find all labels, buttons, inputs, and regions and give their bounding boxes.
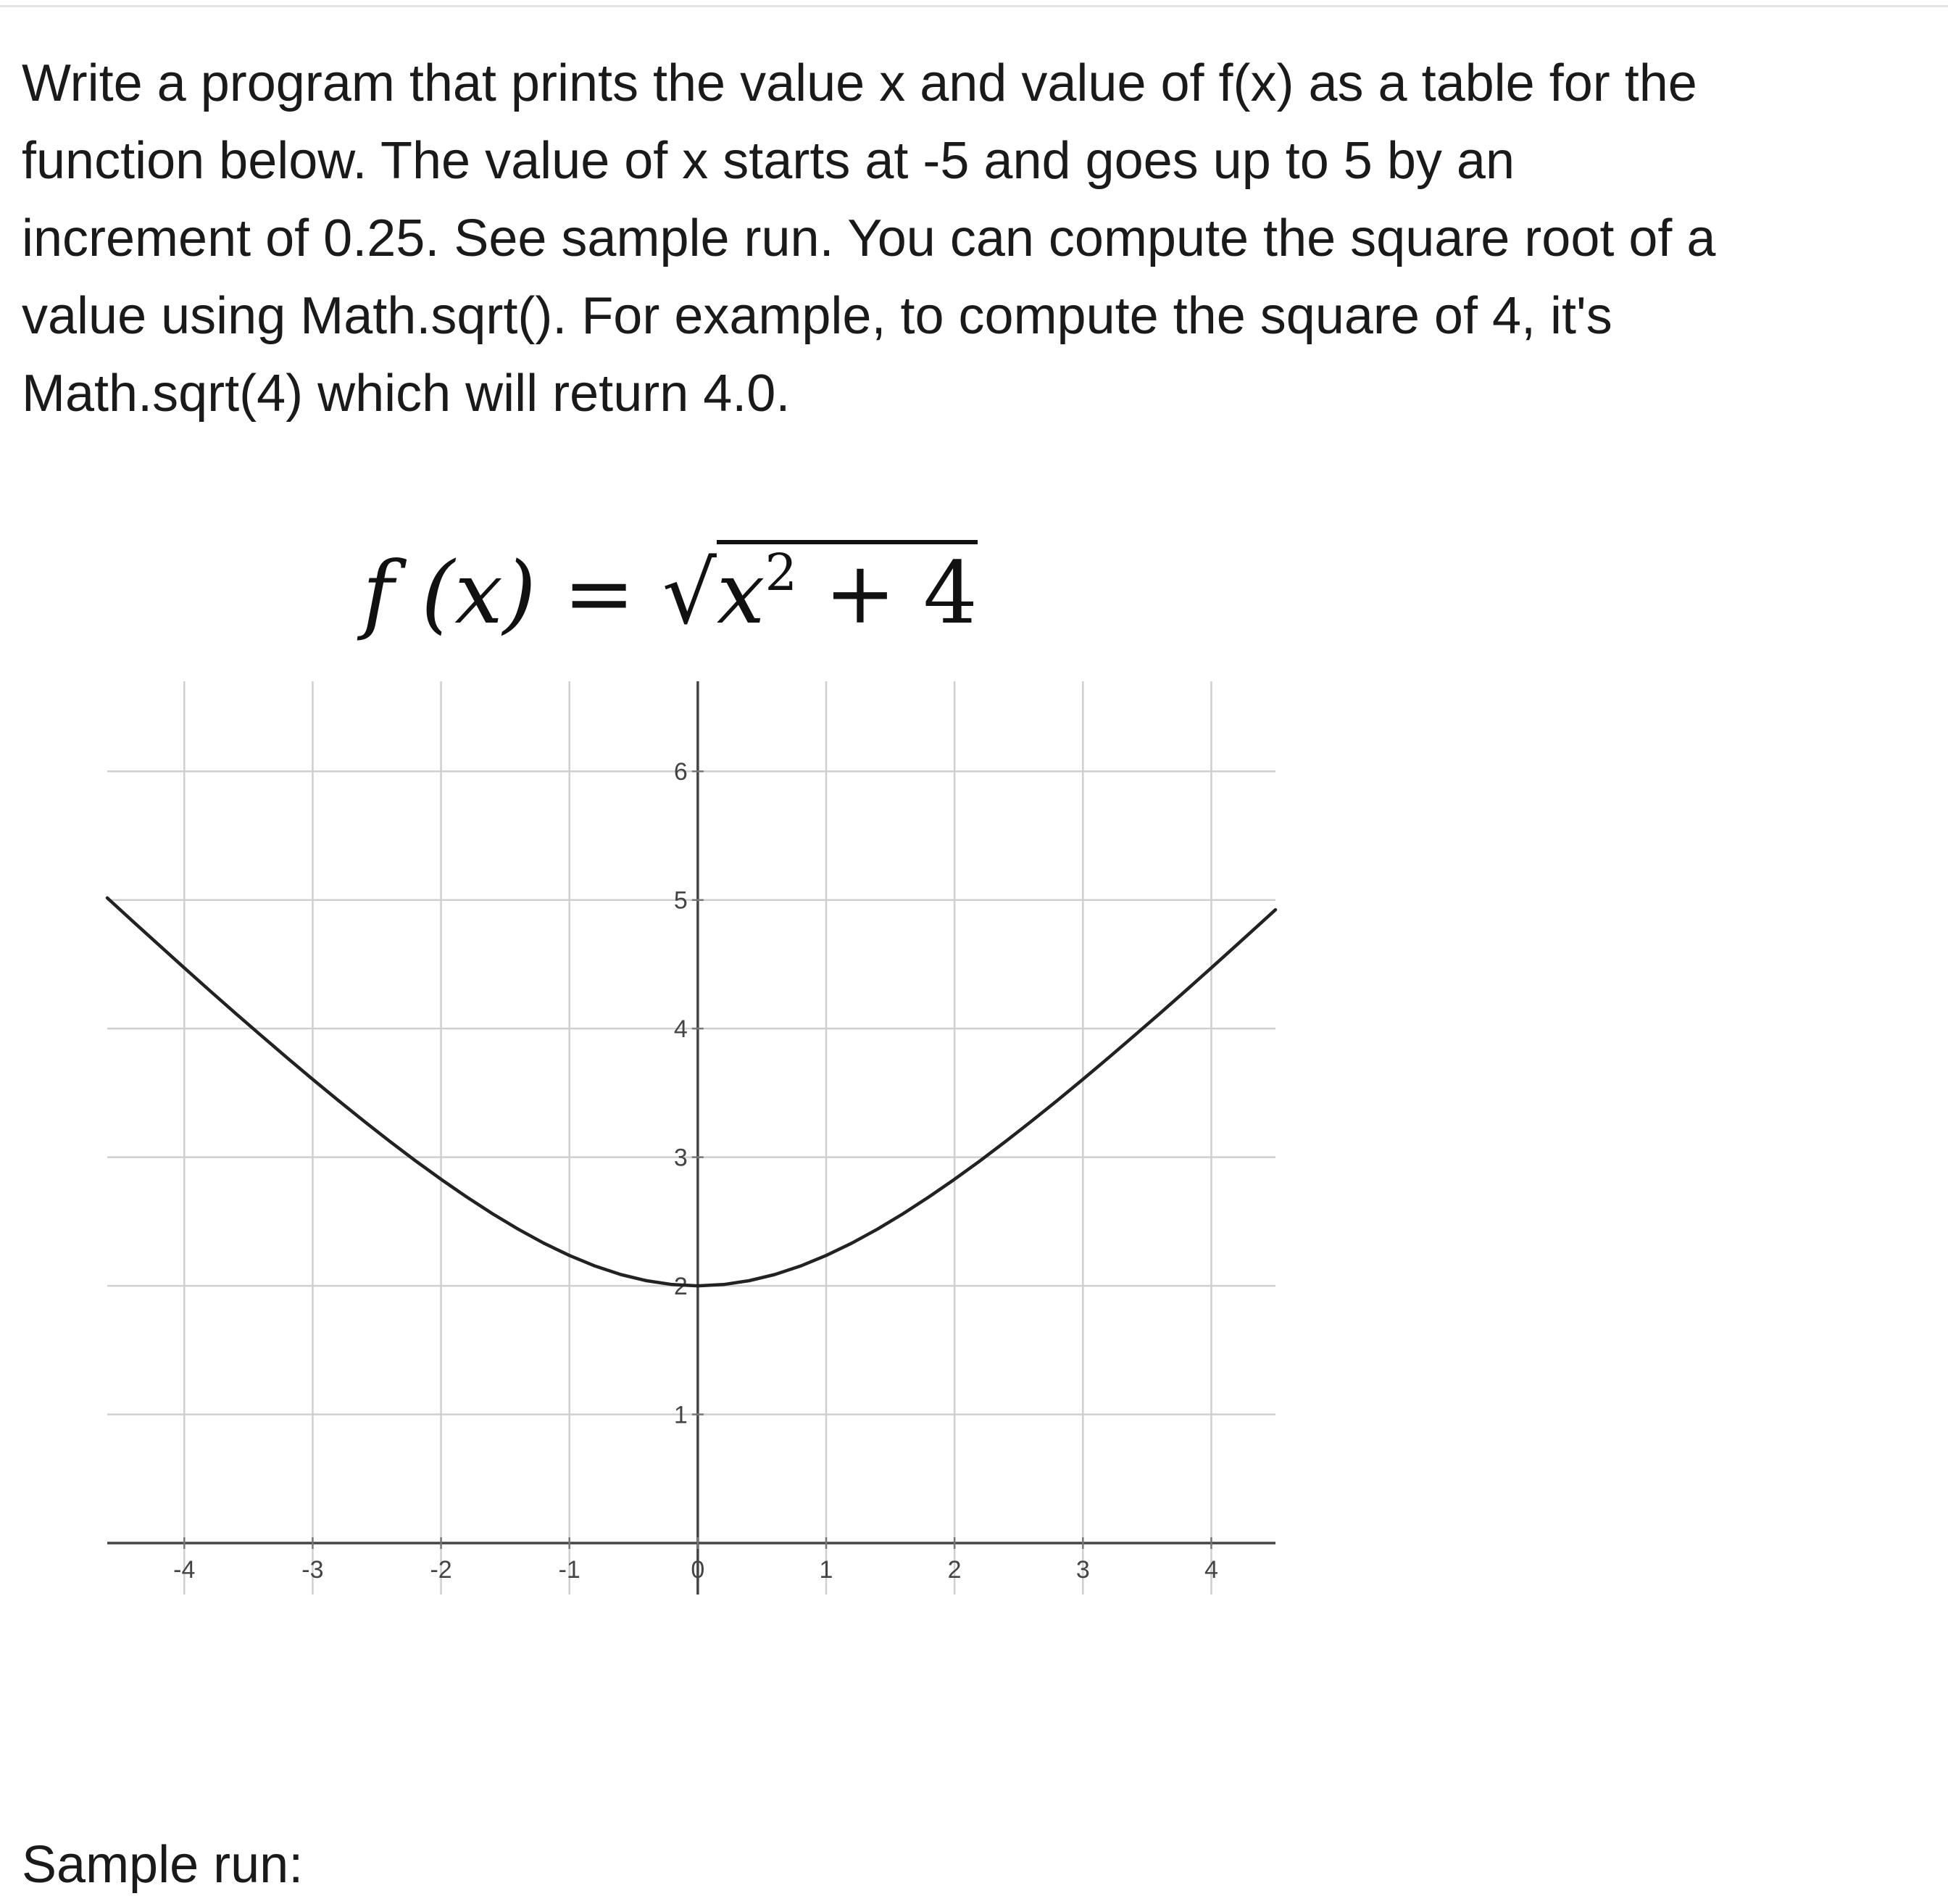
y-tick-label: 6: [673, 758, 688, 786]
x-tick-label: 2: [947, 1556, 962, 1584]
y-tick-label: 3: [673, 1144, 688, 1172]
top-divider: [0, 0, 1948, 7]
x-tick-label: -1: [558, 1556, 580, 1584]
problem-line: function below. The value of x starts at -5 and goes up to 5 by an: [22, 132, 1515, 190]
problem-line: Math.sqrt(4) which will return 4.0.: [22, 365, 791, 423]
tick-labels: [173, 758, 1218, 1584]
problem-line: increment of 0.25. See sample run. You can compute the square root of a: [22, 209, 1716, 267]
formula-lhs: f (x) =: [362, 543, 636, 643]
axes: [107, 681, 1275, 1595]
problem-line: Write a program that prints the value x and value of f(x) as a table for the: [22, 54, 1697, 112]
x-tick-label: -4: [173, 1556, 196, 1584]
problem-statement: [22, 45, 1920, 433]
x-tick-label: 0: [691, 1556, 705, 1584]
y-tick-label: 5: [673, 886, 688, 915]
problem-line: value using Math.sqrt(). For example, to compute the square of 4, it's: [22, 287, 1612, 345]
radicand-exponent: 2: [765, 543, 798, 602]
y-tick-label: 2: [673, 1273, 688, 1301]
radicand: [716, 540, 978, 643]
radical-sign: √: [662, 543, 717, 643]
grid-lines: [107, 681, 1275, 1595]
function-formula: [362, 540, 978, 685]
x-tick-label: -3: [301, 1556, 324, 1584]
y-tick-label: 1: [673, 1401, 688, 1429]
x-tick-label: -2: [430, 1556, 452, 1584]
radicand-rest: + 4: [797, 543, 978, 643]
sample-run-label: Sample run:: [22, 1836, 304, 1894]
radicand-variable: x: [716, 543, 765, 643]
x-tick-label: 1: [819, 1556, 833, 1584]
function-curve: [107, 898, 1275, 1286]
y-tick-label: 4: [673, 1015, 688, 1044]
x-tick-label: 3: [1075, 1556, 1090, 1584]
x-tick-label: 4: [1204, 1556, 1218, 1584]
function-graph: [0, 667, 1304, 1609]
